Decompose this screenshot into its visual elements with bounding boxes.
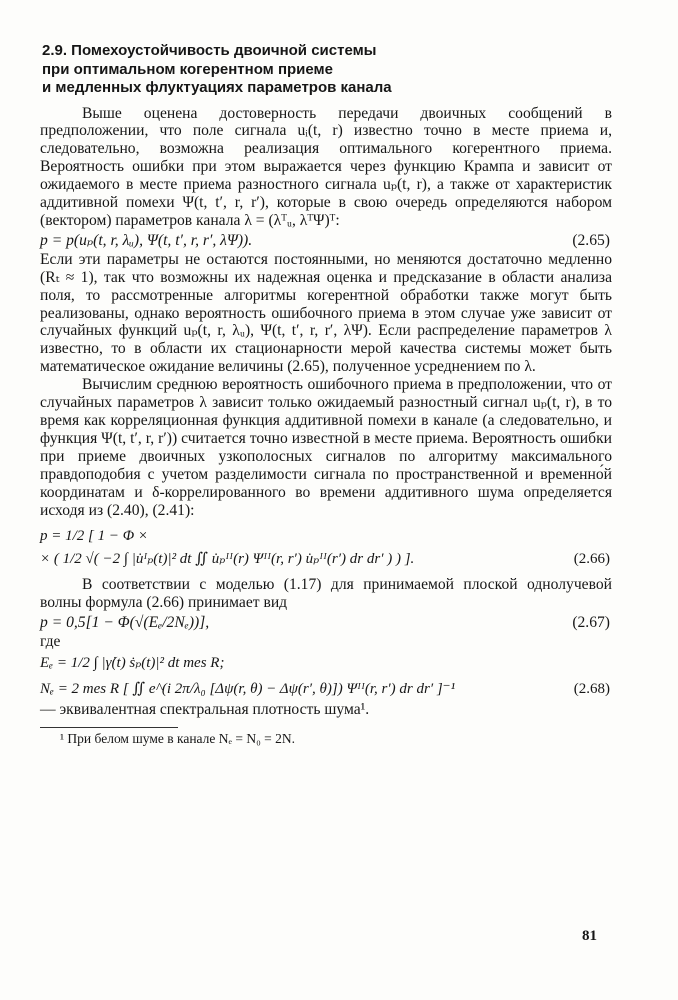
equation-2-66-line-1 — [40, 525, 612, 547]
paragraph-4: В соответствии с моделью (1.17) для принимаемой плоской однолучевой волны формула (2.66) принимает вид — [40, 576, 612, 612]
equation-text: × ( 1/2 √( −2 ∫ |u̇ᴵₚ(t)|² dt ∬ u̇ₚᴵᴵ(r) Ψᴵᴵ(r, r′) u̇ₚᴵᴵ(r′) dr dr′ ) ) ]. — [40, 551, 415, 568]
paragraph-2: Если эти параметры не остаются постоянными, но меняются достаточно медленно (Rₜ ≈ 1), так что возможны их надежная оценка и предсказание в области анализа поля, то рассмотренные алгоритмы когерентной обработки также могут быть реализованы, однако вероятность ошибочного приема в этом случае уже зависит от случайных функций uₚ(t, r, λᵤ), Ψ(t, t′, r, r′, λΨ). Если распределение параметров λ известно, то в области их стационарности мерой качества системы может быть математическое ожидание величины (2.65), полученное усреднением по λ. — [40, 250, 612, 376]
equation-number: (2.67) — [572, 614, 610, 632]
equation-number: (2.65) — [572, 231, 610, 249]
equation-text: p = 0,5[1 − Φ(√(Eₑ/2Nₑ))], — [40, 614, 210, 632]
equation-energy — [40, 652, 612, 674]
equation-text: p = 1/2 [ 1 − Φ × — [40, 528, 149, 545]
footnote-divider — [40, 727, 178, 728]
equation-text: p = p(uₚ(t, r, λᵤ), Ψ(t, t′, r, r′, λΨ)). — [40, 231, 253, 249]
paragraph-5: — эквивалентная спектральная плотность шума¹. — [40, 701, 370, 719]
heading-line: и медленных флуктуациях параметров канала — [42, 79, 392, 96]
equation-number: (2.68) — [573, 681, 610, 698]
equation-2-65 — [40, 231, 612, 250]
section-heading — [42, 42, 612, 98]
paragraph-3: Вычислим среднюю вероятность ошибочного приема в предположении, что от случайных параметров λ зависит только ожидаемый разностный сигнал uₚ(t, r), в то время как корреляционная функция аддитивной помехи в канале (а следовательно, и функция Ψ(t, t′, r, r′)) считается точно известной в месте приема. Вероятность ошибки при приеме двоичных узкополосных сигналов по алгоритму максимального правдоподобия с учетом разделимости сигнала по пространственной и временно́й координатам и δ-коррелированного во времени аддитивного шума определяется исходя из (2.40), (2.41): — [40, 376, 612, 519]
page-number: 81 — [582, 928, 597, 944]
equation-text: Nₑ = 2 mes R [ ∬ e^(i 2π/λ₀ [Δψ(r, θ) − Δψ(r′, θ)]) Ψᴵᴵ(r, r′) dr dr′ ]⁻¹ — [40, 681, 456, 698]
footnote: ¹ При белом шуме в канале Nₑ = N₀ = 2N. — [60, 731, 296, 747]
heading-line: 2.9. Помехоустойчивость двоичной системы — [42, 42, 377, 59]
where-label: где — [40, 633, 61, 651]
equation-number: (2.66) — [573, 551, 610, 568]
heading-line: при оптимальном когерентном приеме — [42, 60, 333, 78]
equation-text: Eₑ = 1/2 ∫ |γ̇(t) ṡₚ(t)|² dt mes R; — [40, 655, 225, 672]
equation-2-66-line-2 — [40, 548, 612, 570]
equation-2-68 — [40, 678, 612, 700]
page — [40, 42, 612, 747]
paragraph-1: Выше оценена достоверность передачи двоичных сообщений в предположении, что поле сигнала uᵢ(t, r) известно точно в месте приема и, следовательно, возможна реализация оптимального когерентного приема. Вероятность ошибки при этом выражается через функцию Крампа и зависит от ожидаемого в месте приема разностного сигнала uₚ(t, r), а также от характеристик аддитивной помехи Ψ(t, t′, r, r′), которые в свою очередь определяются набором (вектором) параметров канала λ = (λᵀᵤ, λᵀΨ)ᵀ: — [40, 104, 612, 229]
equation-2-67 — [40, 613, 612, 632]
